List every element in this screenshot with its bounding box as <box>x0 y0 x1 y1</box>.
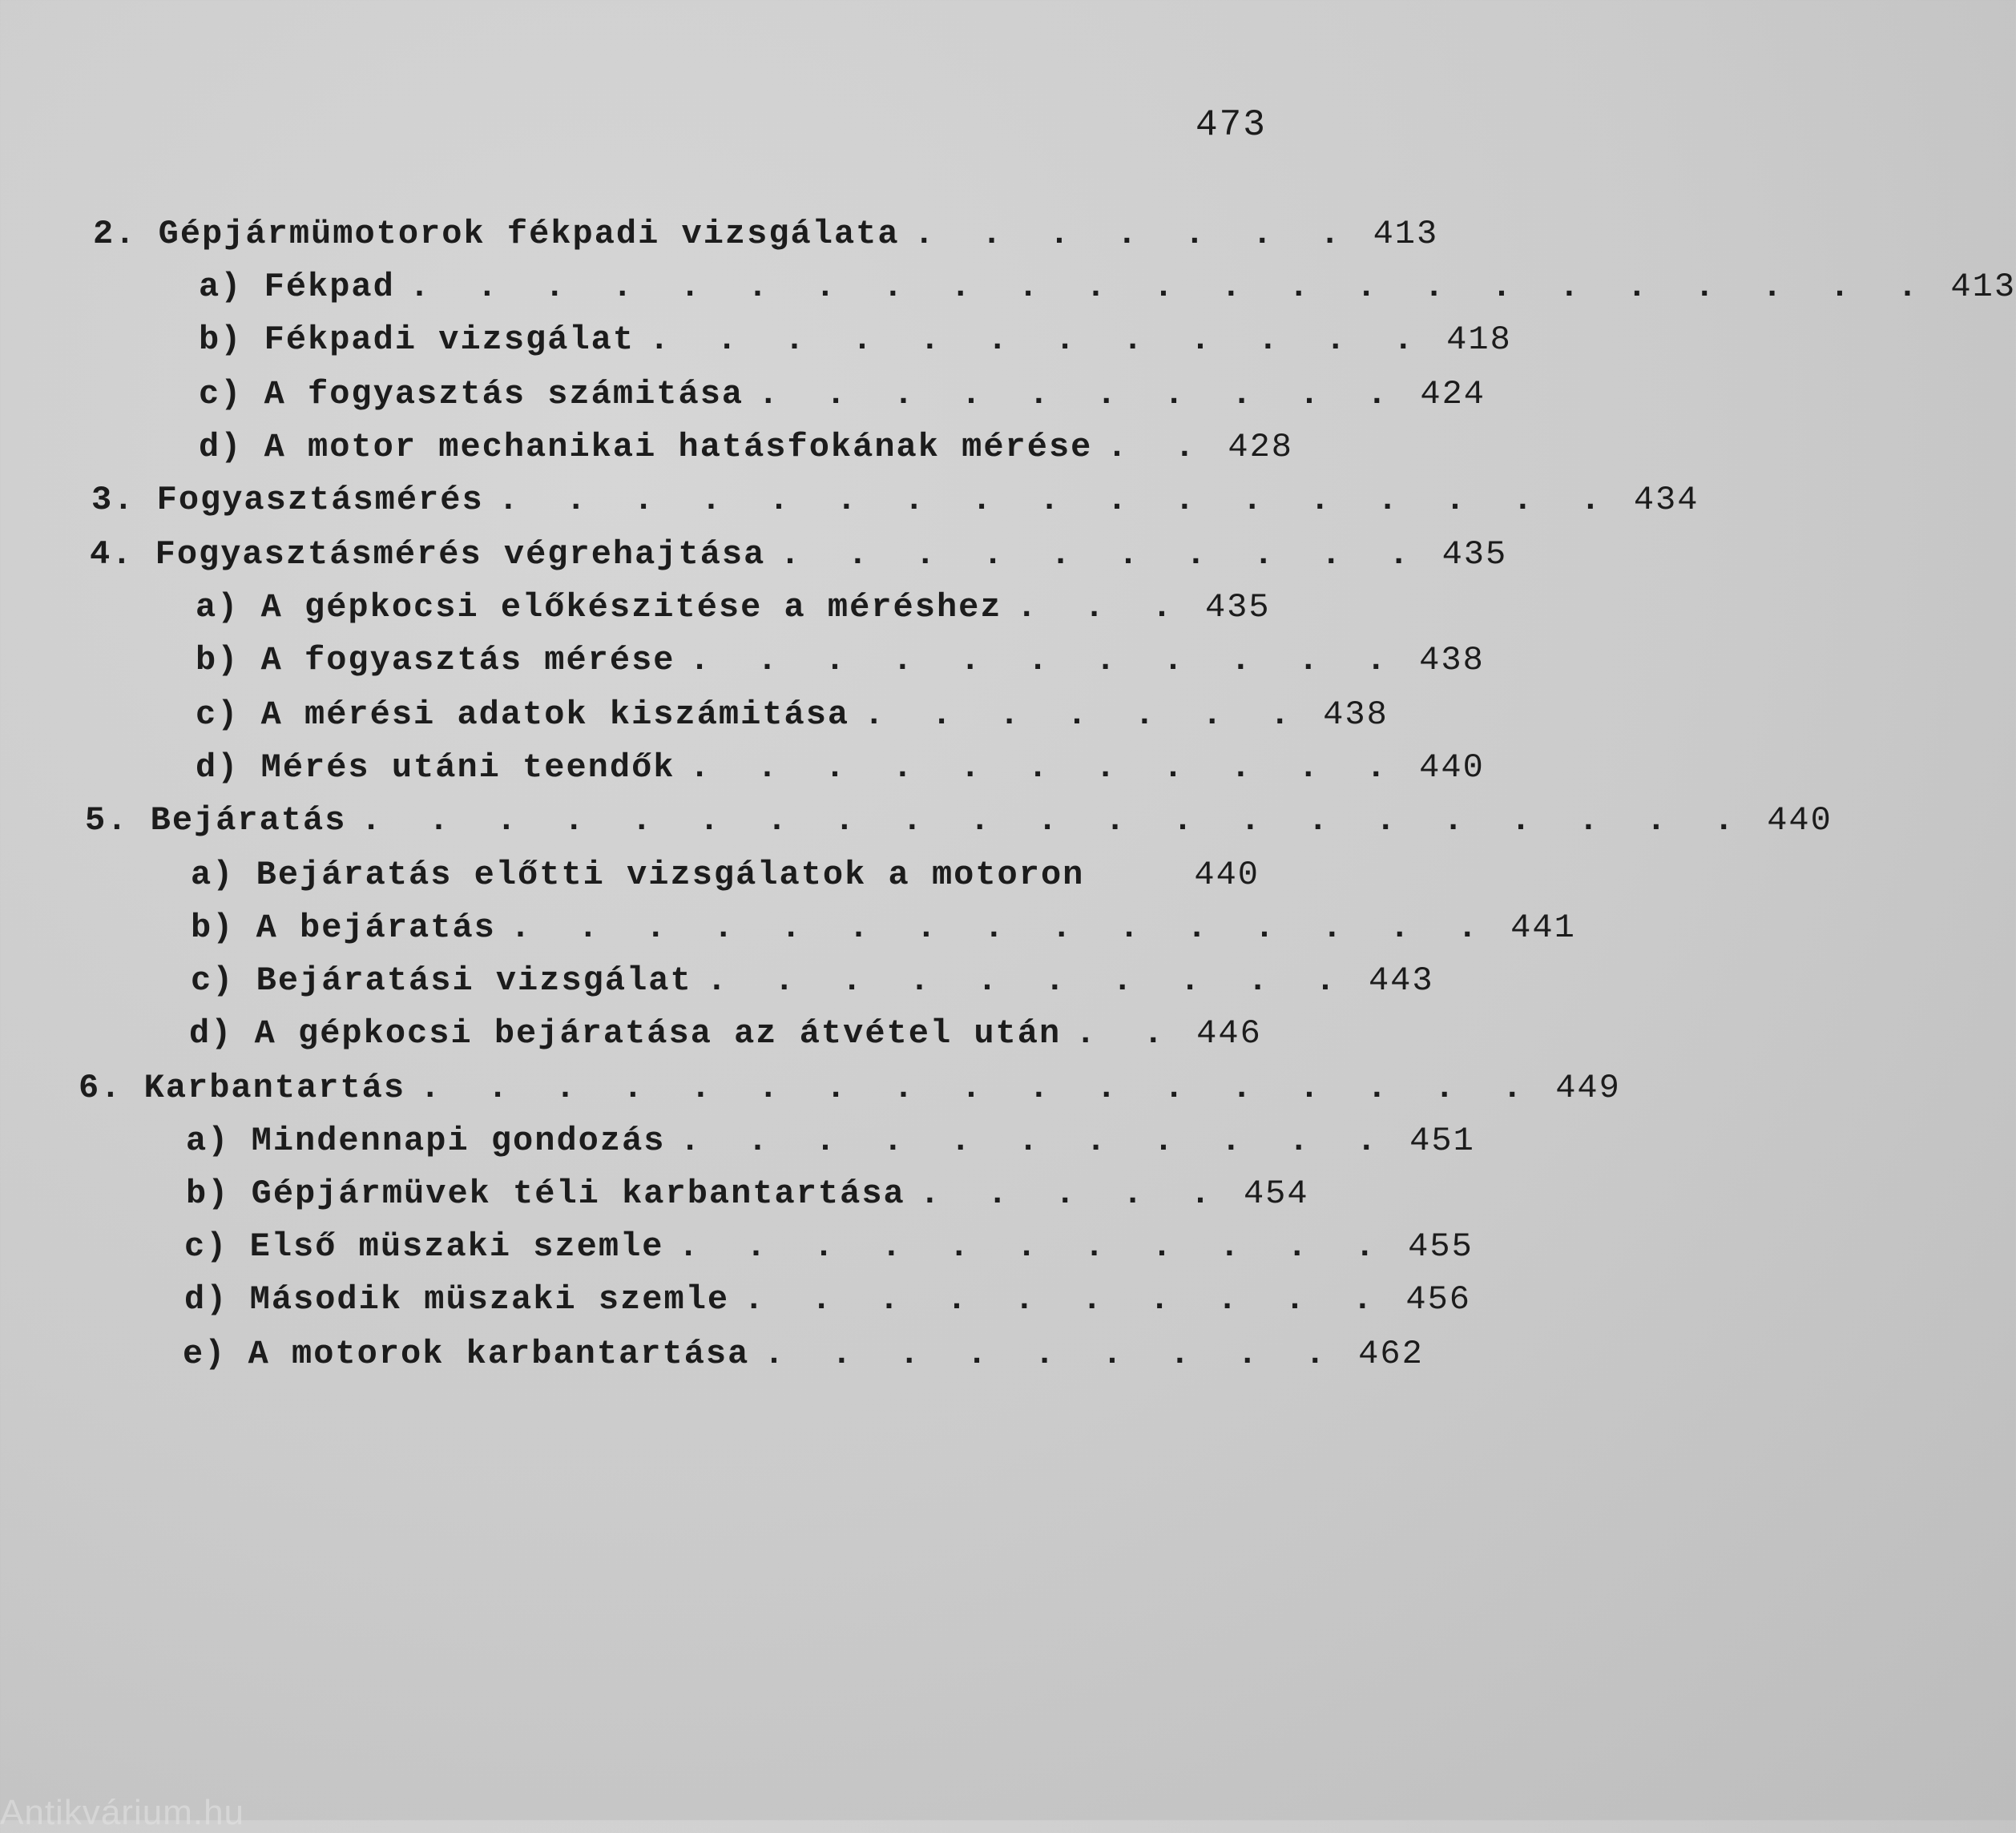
toc-leader-dots: . . . . . . . <box>864 695 1304 734</box>
toc-entry-label: 5. Bejáratás <box>85 801 347 840</box>
toc-entry-5 <box>85 801 1833 849</box>
toc-entry-label: 3. Fogyasztásmérés <box>91 481 484 519</box>
toc-leader-dots: . . . . . . . . . . . . . . . . . <box>498 481 1615 519</box>
toc-leader-dots: . . . . . . . . . . . <box>679 1122 1390 1160</box>
toc-page-number: 441 <box>1510 908 1576 947</box>
toc-leader-dots: . . . . . . . . . <box>764 1335 1339 1373</box>
toc-entry-4b <box>196 641 1485 689</box>
toc-leader-dots: . . . . . . . . . . . <box>678 1227 1389 1266</box>
toc-entry-label: 2. Gépjármümotorok fékpadi vizsgálata <box>93 215 900 253</box>
toc-page-number: 413 <box>1373 215 1439 253</box>
toc-entry-label: b) Fékpadi vizsgálat <box>199 320 635 359</box>
toc-entry-label: c) Bejáratási vizsgálat <box>191 961 692 1000</box>
toc-entry-2d <box>199 428 1293 476</box>
toc-entry-label: d) A motor mechanikai hatásfokának mérése <box>199 428 1093 466</box>
toc-page-number: 434 <box>1633 481 1699 519</box>
toc-page-number: 440 <box>1767 801 1833 840</box>
toc-entry-6c <box>184 1227 1474 1275</box>
toc-entry-6e <box>183 1335 1424 1383</box>
toc-leader-dots: . . . . . . . . . . . . . . . . . . . . . . . <box>409 268 1932 306</box>
toc-leader-dots: . . . . . . . . . . . . . . . . . . . . . <box>361 801 1748 840</box>
toc-entry-label: b) A bejáratás <box>191 908 496 947</box>
toc-page-number: 435 <box>1204 588 1271 626</box>
toc-leader-dots: . . . . . . . . . . . . . . . <box>510 908 1491 947</box>
toc-entry-label: a) A gépkocsi előkészitése a méréshez <box>196 588 1002 626</box>
toc-leader-dots: . . . . . <box>919 1174 1224 1213</box>
toc-entry-2b <box>199 320 1512 369</box>
toc-leader-dots: . . . . . . . . . . . <box>689 641 1400 679</box>
toc-page-number: 438 <box>1419 641 1485 679</box>
toc-leader-dots: . . . . . . . . . . <box>744 1280 1386 1319</box>
toc-page-number: 438 <box>1323 695 1389 734</box>
toc-entry-2 <box>93 215 1439 263</box>
toc-leader-dots: . . <box>1075 1014 1177 1053</box>
toc-entry-label: a) Fékpad <box>199 268 395 306</box>
toc-entry-label: 4. Fogyasztásmérés végrehajtása <box>90 535 766 574</box>
toc-page-number: 451 <box>1409 1122 1475 1160</box>
toc-leader-dots: . . <box>1107 428 1208 466</box>
toc-entry-4d <box>196 748 1485 796</box>
toc-entry-label: d) Második müszaki szemle <box>184 1280 730 1319</box>
toc-entry-label: c) A mérési adatok kiszámitása <box>196 695 850 734</box>
toc-entry-label: a) Bejáratás előtti vizsgálatok a motoron <box>191 856 1085 894</box>
toc-page-number: 449 <box>1555 1069 1621 1107</box>
toc-entry-label: d) Mérés utáni teendők <box>196 748 675 787</box>
toc-page-number: 428 <box>1228 428 1293 466</box>
toc-leader-dots: . . . <box>1016 588 1186 626</box>
toc-entry-label: b) Gépjármüvek téli karbantartása <box>186 1174 905 1213</box>
toc-entry-6 <box>79 1069 1621 1117</box>
toc-entry-label: 6. Karbantartás <box>79 1069 406 1107</box>
toc-entry-6a <box>186 1122 1475 1170</box>
toc-entry-4c <box>196 695 1389 743</box>
toc-entry-6d <box>184 1280 1471 1328</box>
toc-leader-dots: . . . . . . . . . . . <box>689 748 1400 787</box>
toc-page-number: 440 <box>1419 748 1485 787</box>
toc-leader-dots: . . . . . . . . . . <box>706 961 1349 1000</box>
toc-page-number: 455 <box>1408 1227 1474 1266</box>
toc-entry-4a <box>196 588 1271 636</box>
toc-page-number: 443 <box>1368 961 1434 1000</box>
toc-page-number: 446 <box>1196 1014 1262 1053</box>
toc-entry-label: c) A fogyasztás számitása <box>199 375 744 413</box>
toc-entry-2a <box>199 268 2016 316</box>
toc-entry-5b <box>191 908 1576 957</box>
toc-leader-dots: . . . . . . . <box>913 215 1354 253</box>
toc-entry-label: b) A fogyasztás mérése <box>196 641 675 679</box>
toc-entry-4 <box>90 535 1508 583</box>
toc-leader-dots: . . . . . . . . . . <box>758 375 1401 413</box>
toc-entry-label: d) A gépkocsi bejáratása az átvétel után <box>189 1014 1062 1053</box>
watermark: Antikvárium.hu <box>0 1793 245 1832</box>
toc-page-number: 462 <box>1358 1335 1424 1373</box>
toc-page-number: 454 <box>1243 1174 1309 1213</box>
toc-entry-6b <box>186 1174 1309 1223</box>
toc-entry-5d <box>189 1014 1262 1062</box>
toc-entry-label: a) Mindennapi gondozás <box>186 1122 666 1160</box>
toc-page-number: 424 <box>1420 375 1486 413</box>
toc-page-number: 418 <box>1446 320 1512 359</box>
toc-entry-5c <box>191 961 1434 1009</box>
toc-page-number: 435 <box>1441 535 1508 574</box>
page-number: 473 <box>1195 104 1267 146</box>
toc-page-number: 413 <box>1950 268 2016 306</box>
toc-entry-5a <box>191 856 1260 904</box>
toc-page-number: 440 <box>1194 856 1260 894</box>
toc-leader-dots: . . . . . . . . . . . . . . . . . <box>420 1069 1536 1107</box>
toc-entry-label: e) A motorok karbantartása <box>183 1335 750 1373</box>
toc-leader-dots: . . . . . . . . . . <box>780 535 1423 574</box>
toc-entry-2c <box>199 375 1486 423</box>
toc-entry-label: c) Első müszaki szemle <box>184 1227 664 1266</box>
toc-entry-3 <box>91 481 1699 529</box>
toc-page-number: 456 <box>1405 1280 1471 1319</box>
toc-leader-dots: . . . . . . . . . . . . <box>649 320 1427 359</box>
